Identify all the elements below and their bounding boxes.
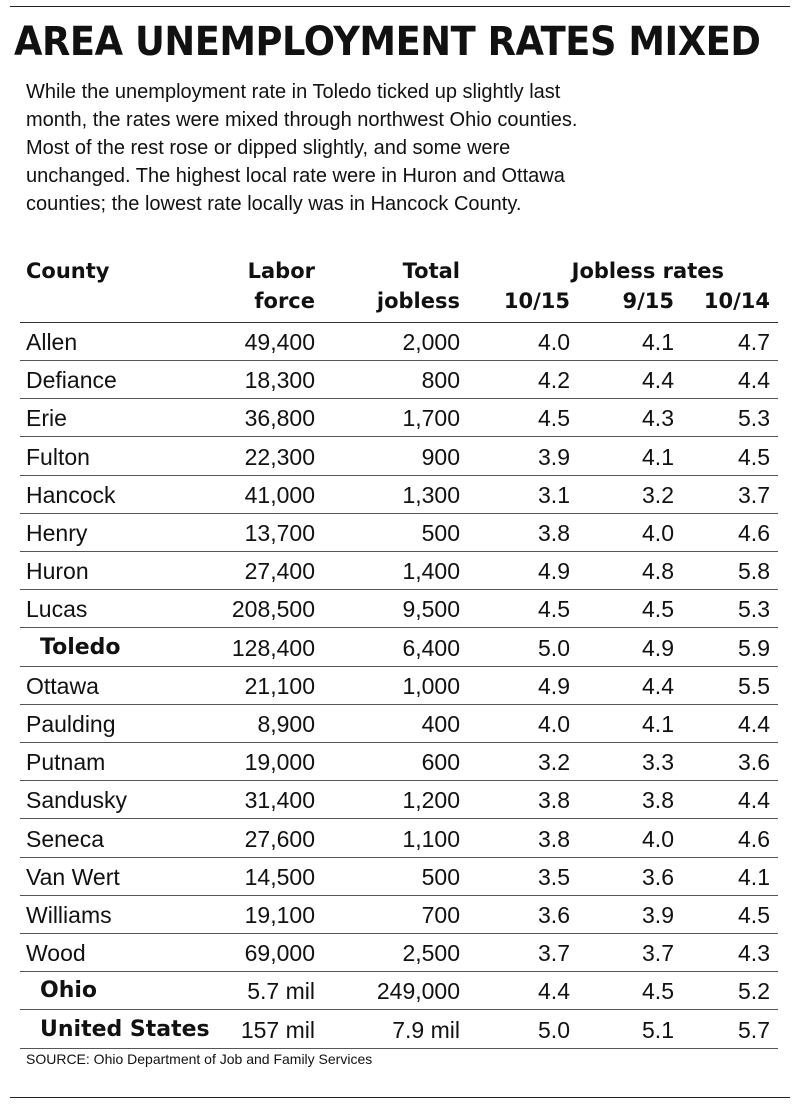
header-jobless-bottom: jobless — [376, 289, 460, 313]
header-labor-force — [248, 256, 315, 316]
rate-10-15-cell: 4.5 — [538, 596, 570, 623]
total-jobless-cell: 900 — [421, 443, 460, 470]
rate-9-15-cell: 4.3 — [642, 405, 674, 432]
source-note: SOURCE: Ohio Department of Job and Family Services — [26, 1051, 373, 1067]
total-jobless-cell: 1,700 — [402, 405, 460, 432]
table-row — [0, 629, 800, 667]
rate-10-15-cell: 3.5 — [538, 863, 570, 890]
rate-10-14-cell: 4.5 — [738, 902, 770, 928]
table-row — [0, 514, 800, 552]
labor-force-cell: 19,100 — [244, 902, 315, 928]
county-name-cell: Paulding — [26, 711, 116, 737]
county-name-cell: United States — [40, 1016, 210, 1042]
county-name-cell: Hancock — [26, 481, 116, 508]
total-jobless-cell: 7.9 mil — [392, 1016, 460, 1043]
county-name-cell: Ohio — [40, 978, 98, 1004]
total-jobless-cell: 600 — [421, 749, 460, 776]
table-row — [0, 781, 800, 819]
rate-10-14-cell: 5.3 — [738, 596, 770, 623]
rate-10-15-cell: 5.0 — [538, 634, 570, 661]
header-county: County — [26, 259, 110, 283]
labor-force-cell: 128,400 — [231, 634, 315, 661]
labor-force-cell: 27,400 — [244, 558, 315, 585]
rate-10-15-cell: 3.7 — [538, 940, 570, 967]
total-jobless-cell: 9,500 — [402, 596, 460, 623]
rate-9-15-cell: 4.8 — [642, 558, 674, 585]
table-row — [0, 361, 800, 399]
county-name-cell: Huron — [26, 558, 89, 585]
table-row — [0, 476, 800, 514]
rate-9-15-cell: 4.9 — [642, 634, 674, 661]
county-name-cell: Defiance — [26, 367, 117, 394]
rate-9-15-cell: 4.4 — [642, 367, 674, 394]
rate-10-15-cell: 4.5 — [538, 405, 570, 432]
total-jobless-cell: 1,000 — [402, 672, 460, 699]
header-jobless-rates: Jobless rates — [571, 259, 724, 283]
rate-9-15-cell: 4.4 — [642, 672, 674, 699]
labor-force-cell: 31,400 — [244, 787, 315, 814]
labor-force-cell: 208,500 — [231, 596, 315, 623]
header-jobless-top: Total — [402, 259, 460, 283]
rate-10-15-cell: 4.0 — [538, 711, 570, 737]
rate-10-14-cell: 4.3 — [738, 940, 770, 967]
total-jobless-cell: 249,000 — [376, 978, 460, 1005]
labor-force-cell: 19,000 — [244, 749, 315, 776]
rate-10-15-cell: 4.2 — [538, 367, 570, 394]
county-name-cell: Henry — [26, 520, 88, 546]
labor-force-cell: 8,900 — [257, 711, 315, 737]
rate-9-15-cell: 3.8 — [642, 787, 674, 814]
rate-10-14-cell: 4.6 — [738, 825, 770, 852]
rate-9-15-cell: 3.7 — [642, 940, 674, 967]
county-name-cell: Toledo — [40, 634, 121, 660]
rate-10-14-cell: 5.2 — [738, 978, 770, 1005]
labor-force-cell: 13,700 — [244, 520, 315, 546]
rate-10-15-cell: 3.8 — [538, 787, 570, 814]
table-row — [0, 820, 800, 858]
rate-10-14-cell: 5.7 — [738, 1016, 770, 1043]
labor-force-cell: 36,800 — [244, 405, 315, 432]
intro-line: month, the rates were mixed through northwest Ohio counties. — [26, 109, 578, 131]
rate-10-14-cell: 4.4 — [738, 711, 770, 737]
table-row — [0, 552, 800, 590]
header-labor-top: Labor — [247, 259, 315, 283]
rate-9-15-cell: 5.1 — [642, 1016, 674, 1043]
total-jobless-cell: 2,000 — [402, 329, 460, 355]
header-total-jobless — [377, 256, 460, 316]
rate-9-15-cell: 4.5 — [642, 596, 674, 623]
table-row — [0, 590, 800, 628]
labor-force-cell: 18,300 — [244, 367, 315, 394]
header-labor-bottom: force — [254, 289, 315, 313]
labor-force-cell: 21,100 — [244, 672, 315, 699]
top-rule — [10, 6, 790, 7]
table-row — [0, 323, 800, 361]
rate-9-15-cell: 3.9 — [642, 902, 674, 928]
rate-10-15-cell: 3.6 — [538, 902, 570, 928]
bottom-rule — [10, 1097, 790, 1098]
total-jobless-cell: 1,400 — [402, 558, 460, 585]
total-jobless-cell: 1,100 — [402, 825, 460, 852]
rate-10-15-cell: 3.9 — [538, 443, 570, 470]
rate-10-15-cell: 4.9 — [538, 558, 570, 585]
rate-10-14-cell: 3.7 — [738, 481, 770, 508]
labor-force-cell: 157 mil — [240, 1016, 315, 1043]
rate-10-14-cell: 5.5 — [738, 672, 770, 699]
rate-10-15-cell: 3.2 — [538, 749, 570, 776]
table-row — [0, 934, 800, 972]
total-jobless-cell: 400 — [421, 711, 460, 737]
rate-10-14-cell: 5.3 — [738, 405, 770, 432]
total-jobless-cell: 1,300 — [402, 481, 460, 508]
county-name-cell: Van Wert — [26, 863, 120, 890]
table-row — [0, 399, 800, 437]
county-name-cell: Ottawa — [26, 672, 99, 699]
labor-force-cell: 69,000 — [244, 940, 315, 967]
labor-force-cell: 22,300 — [244, 443, 315, 470]
table-row — [0, 667, 800, 705]
table-row — [0, 743, 800, 781]
chart-title: AREA UNEMPLOYMENT RATES MIXED — [14, 19, 761, 65]
intro-line: counties; the lowest rate locally was in Hancock County. — [26, 193, 522, 215]
table-row — [0, 858, 800, 896]
rate-10-14-cell: 3.6 — [738, 749, 770, 776]
rate-10-14-cell: 4.7 — [738, 329, 770, 355]
header-rate-col: 10/15 — [503, 289, 570, 313]
table-row — [0, 438, 800, 476]
rate-10-15-cell: 5.0 — [538, 1016, 570, 1043]
rate-10-14-cell: 5.9 — [738, 634, 770, 661]
rate-10-14-cell: 4.5 — [738, 443, 770, 470]
table-row — [0, 1011, 800, 1049]
rate-9-15-cell: 4.1 — [642, 443, 674, 470]
county-name-cell: Erie — [26, 405, 67, 432]
table-row — [0, 972, 800, 1010]
intro-line: unchanged. The highest local rate were in Huron and Ottawa — [26, 165, 565, 187]
rate-10-14-cell: 4.6 — [738, 520, 770, 546]
total-jobless-cell: 500 — [421, 863, 460, 890]
county-name-cell: Putnam — [26, 749, 106, 776]
total-jobless-cell: 500 — [421, 520, 460, 546]
rate-9-15-cell: 3.2 — [642, 481, 674, 508]
rate-10-15-cell: 4.0 — [538, 329, 570, 355]
rate-9-15-cell: 4.0 — [642, 520, 674, 546]
total-jobless-cell: 6,400 — [402, 634, 460, 661]
total-jobless-cell: 800 — [421, 367, 460, 394]
county-name-cell: Lucas — [26, 596, 88, 623]
rate-9-15-cell: 3.3 — [642, 749, 674, 776]
total-jobless-cell: 2,500 — [402, 940, 460, 967]
labor-force-cell: 14,500 — [244, 863, 315, 890]
rate-10-15-cell: 4.4 — [538, 978, 570, 1005]
county-name-cell: Allen — [26, 329, 78, 355]
intro-line: Most of the rest rose or dipped slightly, and some were — [26, 137, 511, 159]
header-rate-col: 10/14 — [703, 289, 770, 313]
county-name-cell: Seneca — [26, 825, 105, 852]
labor-force-cell: 27,600 — [244, 825, 315, 852]
table-row — [0, 705, 800, 743]
rate-9-15-cell: 4.0 — [642, 825, 674, 852]
rate-10-15-cell: 3.1 — [538, 481, 570, 508]
rate-10-14-cell: 4.1 — [738, 863, 770, 890]
rate-9-15-cell: 3.6 — [642, 863, 674, 890]
total-jobless-cell: 1,200 — [402, 787, 460, 814]
rate-10-14-cell: 5.8 — [738, 558, 770, 585]
rate-10-14-cell: 4.4 — [738, 367, 770, 394]
table-row — [0, 896, 800, 934]
intro-text — [26, 78, 786, 218]
rate-10-15-cell: 4.9 — [538, 672, 570, 699]
rate-10-15-cell: 3.8 — [538, 520, 570, 546]
county-name-cell: Wood — [26, 940, 86, 967]
rate-9-15-cell: 4.1 — [642, 711, 674, 737]
rate-10-14-cell: 4.4 — [738, 787, 770, 814]
header-rate-col: 9/15 — [622, 289, 674, 313]
rate-9-15-cell: 4.5 — [642, 978, 674, 1005]
labor-force-cell: 41,000 — [244, 481, 315, 508]
total-jobless-cell: 700 — [421, 902, 460, 928]
intro-line: While the unemployment rate in Toledo ticked up slightly last — [26, 81, 561, 103]
labor-force-cell: 5.7 mil — [247, 978, 315, 1005]
county-name-cell: Sandusky — [26, 787, 128, 814]
county-name-cell: Williams — [26, 902, 112, 928]
rate-9-15-cell: 4.1 — [642, 329, 674, 355]
labor-force-cell: 49,400 — [244, 329, 315, 355]
rate-10-15-cell: 3.8 — [538, 825, 570, 852]
county-name-cell: Fulton — [26, 443, 90, 470]
